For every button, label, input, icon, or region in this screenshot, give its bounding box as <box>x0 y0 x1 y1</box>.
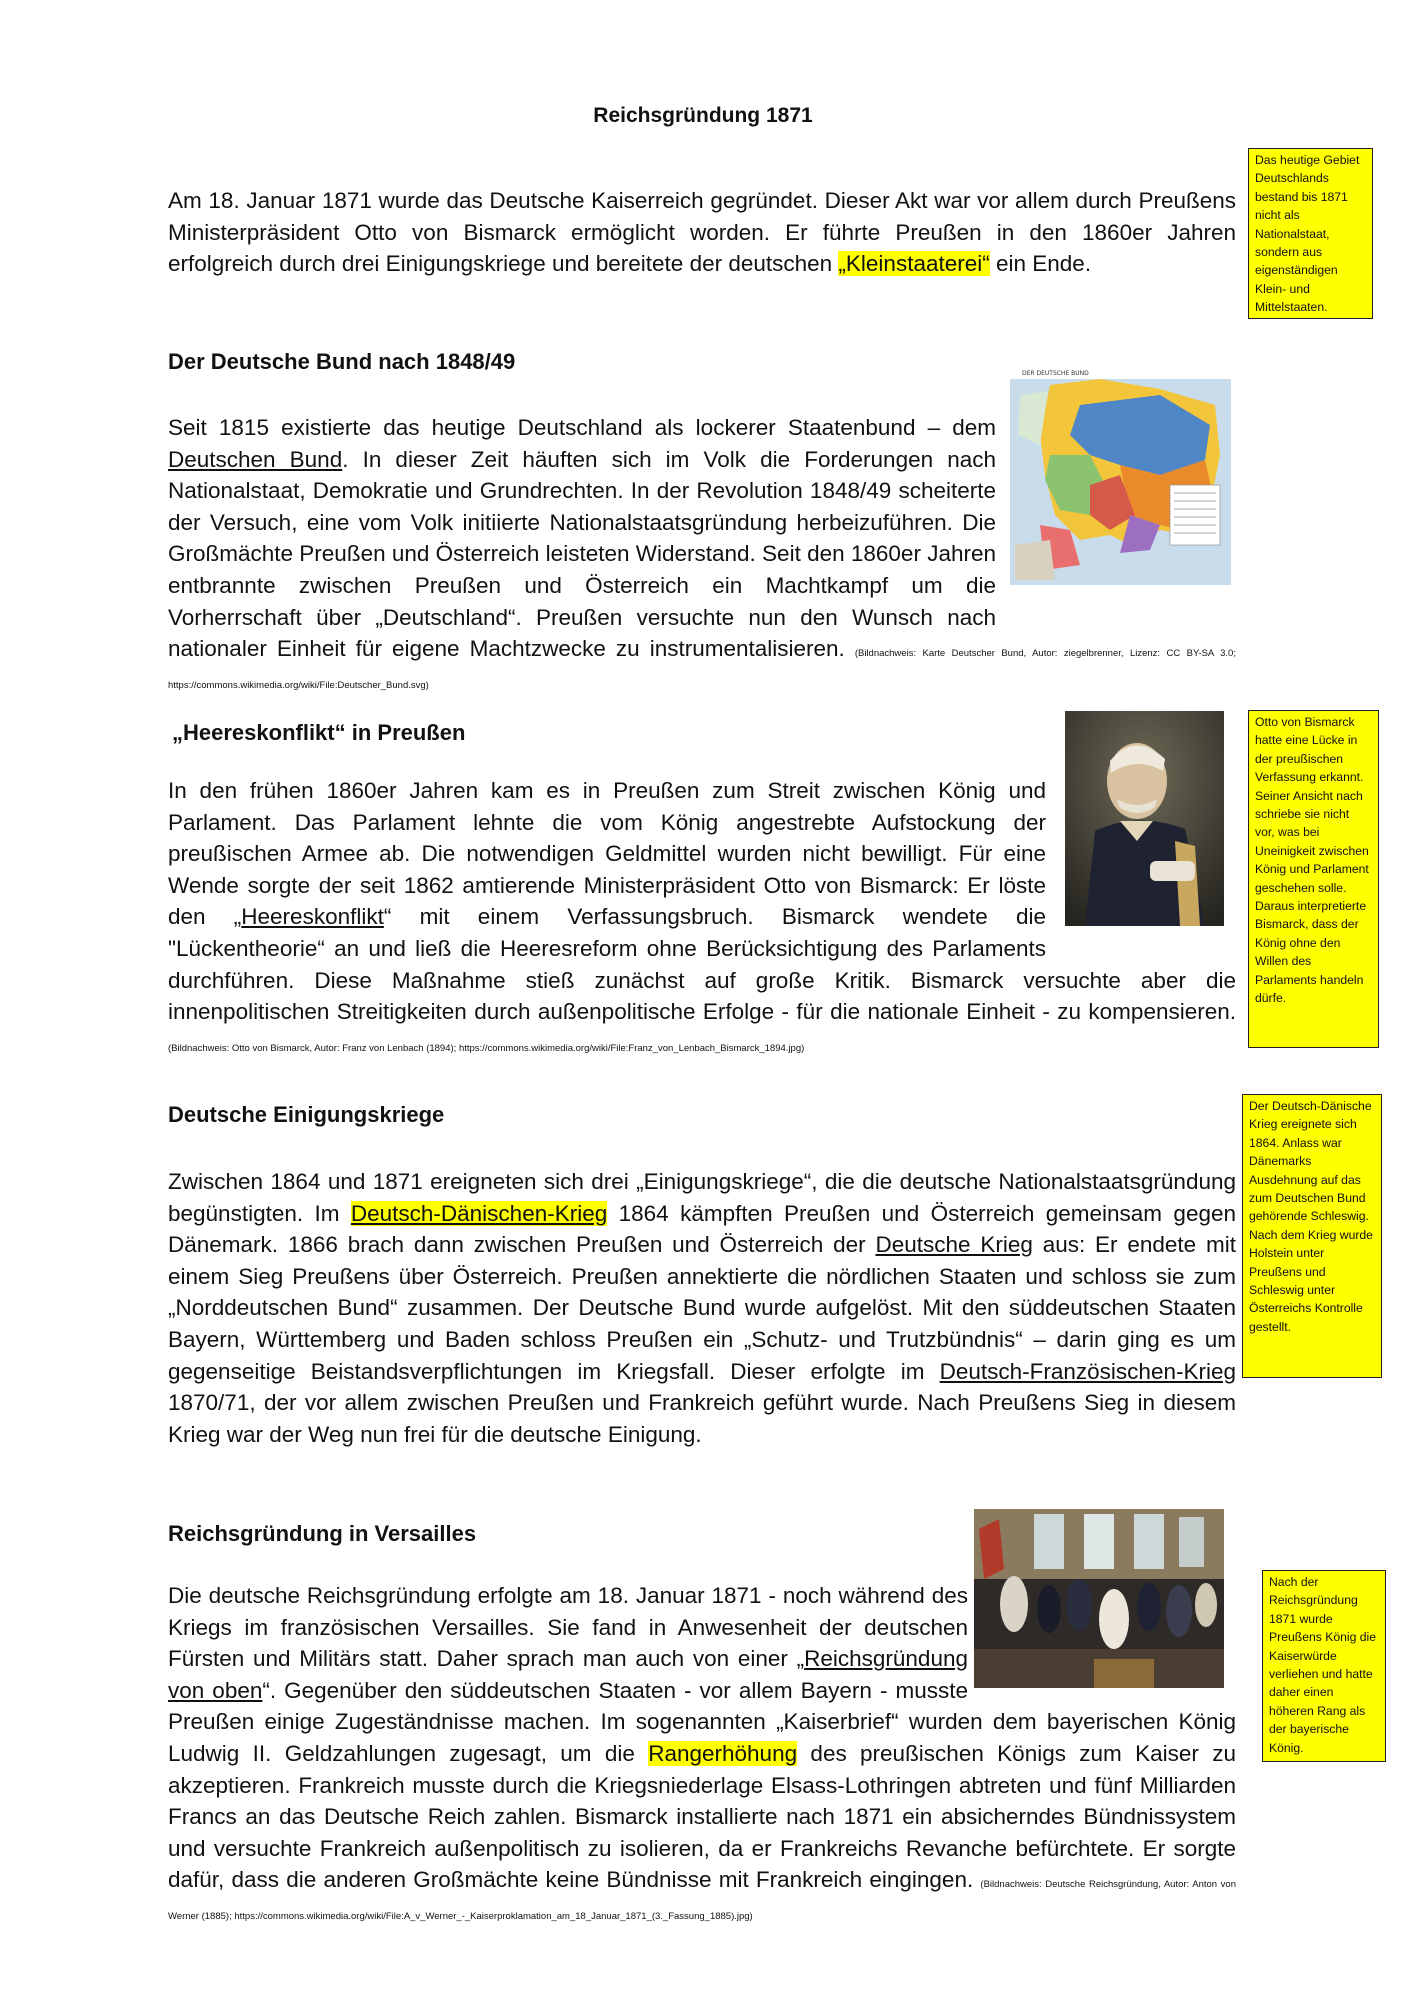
deutscher-krieg-link[interactable]: Deutsche Krieg <box>875 1232 1033 1258</box>
kleinstaaterei-highlight: „Kleinstaaterei“ <box>838 251 990 277</box>
einigungskriege-paragraph <box>168 1166 1236 1450</box>
section-heading-einigungskriege: Deutsche Einigungskriege <box>168 1102 445 1127</box>
versailles-text-3: des preußischen Königs zum Kaiser zu akzeptieren. Frankreich musste durch die Kriegsniederlage Elsass-Lothringen abtreten und fünf Milliarden Francs an das Deutsche Reich zahlen. Bismarck installierte nach 1871 ein absicherndes Bündnissystem und versuchte Frankreich außenpolitisch zu isolieren, da er Frankreichs Revanche befürchtete. Er sorgte dafür, dass die anderen Großmächte keine Bündnisse mit Frankreich eingingen. <box>168 1740 1236 1893</box>
versailles-paragraph <box>168 1580 1236 1960</box>
margin-note-kleinstaaterei: Das heutige Gebiet Deutschlands bestand bis 1871 nicht als Nationalstaat, sondern aus eigenständigen Klein- und Mittelstaaten. <box>1248 148 1373 319</box>
intro-paragraph <box>168 185 1236 280</box>
deutscher-bund-text-1: Seit 1815 existierte das heutige Deutschland als lockerer Staatenbund – dem <box>168 415 996 440</box>
versailles-text-1: Die deutsche Reichsgründung erfolgte am 18. Januar 1871 - noch während des Kriegs im französischen Versailles. Sie fand in Anwesenheit der deutschen Fürsten und Militärs statt. Daher sprach man auch von einer „ <box>168 1583 968 1672</box>
heereskonflikt-text-1: In den frühen 1860er Jahren kam es in Preußen zum Streit zwischen König und Parlament. Das Parlament lehnte die vom König angestrebte Aufstockung der preußischen Armee ab. Die notwendigen Geldmittel wurden nicht bewilligt. Für eine Wende sorgte der seit 1862 amtierende Ministerpräsident Otto von Bismarck: Er löste den „ <box>168 778 1046 930</box>
map-image-source: (Bildnachweis: Karte Deutscher Bund, Autor: ziegelbrenner, Lizenz: CC BY-SA 3.0; https://commons.wikimedia.org/wiki/File:Deutscher_Bund.svg) <box>168 648 1236 691</box>
deutscher-bund-text-2: . In dieser Zeit häuften sich im Volk die Forderungen nach Nationalstaat, Demokratie und Grundrechten. In der Revolution 1848/49 scheiterte der Versuch, eine vom Volk initiierte Nationalstaatsgründung herbeizuführen. Die Großmächte Preußen und Österreich leisteten Widerstand. Seit den 1860er Jahren entbrannte zwischen Preußen und Österreich ein Machtkampf um die Vorherrschaft über „Deutschland“. Preußen versuchte nun den Wunsch nach nationaler Einheit für eigene Machtzwecke zu instrumentalisieren. <box>168 446 996 662</box>
section-heading-versailles: Reichsgründung in Versailles <box>168 1521 477 1546</box>
heereskonflikt-paragraph <box>168 775 1236 1065</box>
kaiserproklamation-image-source: (Bildnachweis: Deutsche Reichsgründung, Autor: Anton von Werner (1885); https://commons.wikimedia.org/wiki/File:A_v_Werner_-_Kaiserproklamation_am_18_Januar_1871_(3._Fassung_1885).jpg) <box>168 1879 1236 1922</box>
page-title: Reichsgründung 1871 <box>593 104 813 127</box>
reichsgruendung-von-oben-link[interactable]: Reichsgründung von oben <box>168 1646 968 1703</box>
heereskonflikt-link[interactable]: Heereskonflikt <box>241 904 384 930</box>
map-header: DER DEUTSCHE BUND <box>1022 370 1089 377</box>
einigungskriege-text-1: Zwischen 1864 und 1871 ereigneten sich drei „Einigungskriege“, die die deutsche Nationalstaatsgründung begünstigten. Im <box>168 1169 1236 1226</box>
intro-text-2: ein Ende. <box>989 251 1092 277</box>
section-heading-heereskonflikt: „Heereskonflikt“ in Preußen <box>172 720 466 745</box>
versailles-text-2: “. Gegenüber den süddeutschen Staaten - vor allem Bayern - musste Preußen einige Zugeständnisse machen. Im sogenannten „Kaiserbrief“ wurden dem bayerischen König Ludwig II. Geldzahlungen zugesagt, um die <box>168 1677 1236 1766</box>
deutsch-daenischer-krieg-highlight[interactable]: Deutsch-Dänischen-Krieg <box>350 1200 608 1226</box>
einigungskriege-text-2: 1864 kämpften Preußen und Österreich gemeinsam gegen Dänemark. 1866 brach dann zwischen Preußen und Österreich der <box>168 1200 1236 1258</box>
rangerhoehung-highlight: Rangerhöhung <box>648 1740 798 1766</box>
deutsch-franzoesischer-krieg-link[interactable]: Deutsch-Französischen-Krieg <box>939 1358 1236 1384</box>
einigungskriege-text-3: aus: Er endete mit einem Sieg Preußens über Österreich. Preußen annektierte die nördlichen Staaten und schloss sie zum „Norddeutschen Bund“ zusammen. Der Deutsche Bund wurde aufgelöst. Mit den süddeutschen Staaten Bayern, Württemberg und Baden schloss Preußen ein „Schutz- und Trutzbündnis“ – darin ging es um gegenseitige Beistandsverpflichtungen im Kriegsfall. Dieser erfolgte im <box>168 1232 1236 1384</box>
margin-note-rangerhoehung: Nach der Reichsgründung 1871 wurde Preußens König die Kaiserwürde verliehen und hatte daher einen höheren Rang als der bayerische König. <box>1262 1570 1386 1762</box>
heereskonflikt-text-2: “ mit einem Verfassungsbruch. Bismarck wendete die "Lückentheorie“ an und ließ die Heeresreform ohne Berücksichtigung des Parlaments durchführen. Diese Maßnahme stieß zunächst auf große Kritik. Bismarck versuchte aber die innenpolitischen Streitigkeiten durch außenpolitische Erfolge - für die nationale Einheit - zu kompensieren. <box>168 904 1236 1025</box>
einigungskriege-text-4: 1870/71, der vor allem zwischen Preußen und Frankreich geführt wurde. Nach Preußens Sieg in diesem Krieg war der Weg nun frei für die deutsche Einigung. <box>168 1390 1236 1447</box>
section-heading-deutscher-bund: Der Deutsche Bund nach 1848/49 <box>168 349 516 374</box>
deutscher-bund-flow <box>168 412 1236 692</box>
intro-text-1: Am 18. Januar 1871 wurde das Deutsche Kaiserreich gegründet. Dieser Akt war vor allem durch Preußens Ministerpräsident Otto von Bismarck ermöglicht worden. Er führte Preußen in den 1860er Jahren erfolgreich durch drei Einigungskriege und bereitete der deutschen <box>168 188 1236 277</box>
portrait-image-source: (Bildnachweis: Otto von Bismarck, Autor: Franz von Lenbach (1894); https://commons.wikimedia.org/wiki/File:Franz_von_Lenbach_Bismarck_1894.jpg) <box>168 1042 805 1054</box>
margin-note-krieg-1864: Der Deutsch-Dänische Krieg ereignete sich 1864. Anlass war Dänemarks Ausdehnung auf das zum Deutschen Bund gehörende Schleswig. Nach dem Krieg wurde Holstein unter Preußens und Schleswig unter Österreichs Kontrolle gestellt. <box>1242 1094 1382 1378</box>
deutschen-bund-link[interactable]: Deutschen Bund <box>168 446 343 472</box>
margin-note-lueckentheorie: Otto von Bismarck hatte eine Lücke in der preußischen Verfassung erkannt. Seiner Ansicht nach schriebe sie nicht vor, was bei Uneinigkeit zwischen König und Parlament geschehen solle. Daraus interpretierte Bismarck, dass der König ohne den Willen des Parlaments handeln dürfe. <box>1248 710 1379 1048</box>
